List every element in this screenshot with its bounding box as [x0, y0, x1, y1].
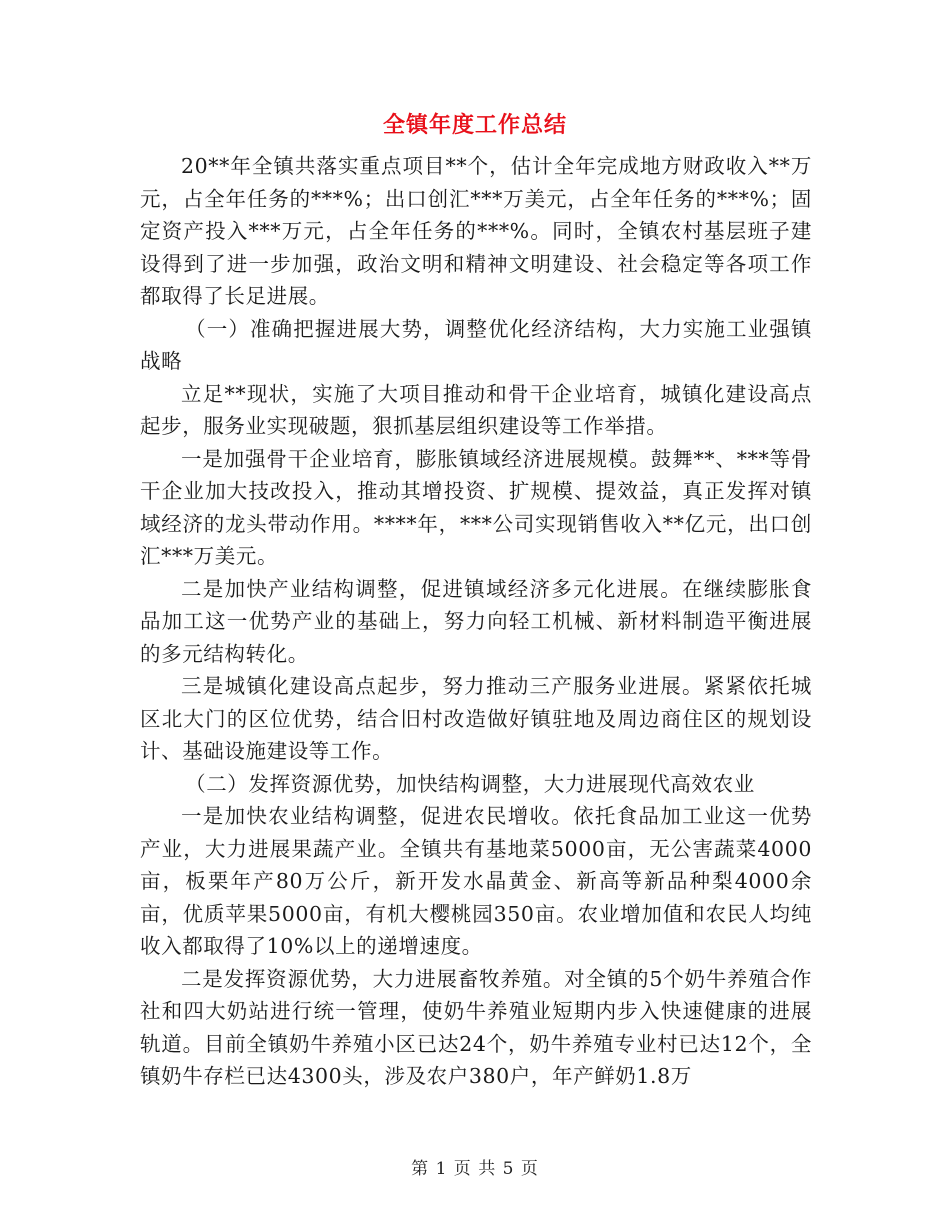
body-paragraph: 一是加快农业结构调整，促进农民增收。依托食品加工业这一优势产业，大力进展果蔬产业。全镇共有基地菜5000亩，无公害蔬菜4000亩，板栗年产80万公斤，新开发水晶黄金、新高等新品种梨4000余亩，优质苹果5000亩，有机大樱桃园350亩。农业增加值和农民人均纯收入都取得了10%以上的递增速度。 [140, 804, 812, 958]
document-body [140, 150, 812, 1093]
body-paragraph: 三是城镇化建设高点起步，努力推动三产服务业进展。紧紧依托城区北大门的区位优势，结合旧村改造做好镇驻地及周边商住区的规划设计、基础设施建设等工作。 [140, 674, 812, 763]
section-heading-1: （一）准确把握进展大势，调整优化经济结构，大力实施工业强镇战略 [140, 316, 812, 373]
body-paragraph: 一是加强骨干企业培育，膨胀镇域经济进展规模。鼓舞**、***等骨干企业加大技改投入，推动其增投资、扩规模、提效益，真正发挥对镇域经济的龙头带动作用。****年，***公司实现销售收入**亿元，出口创汇***万美元。 [140, 446, 812, 568]
body-paragraph: 立足**现状，实施了大项目推动和骨干企业培育，城镇化建设高点起步，服务业实现破题，狠抓基层组织建设等工作举措。 [140, 381, 812, 438]
body-paragraph: 二是发挥资源优势，大力进展畜牧养殖。对全镇的5个奶牛养殖合作社和四大奶站进行统一管理，使奶牛养殖业短期内步入快速健康的进展轨道。目前全镇奶牛养殖小区已达24个，奶牛养殖专业村已达12个，全镇奶牛存栏已达4300头，涉及农户380户，年产鲜奶1.8万 [140, 966, 812, 1088]
body-paragraph: 二是加快产业结构调整，促进镇域经济多元化进展。在继续膨胀食品加工这一优势产业的基础上，努力向轻工机械、新材料制造平衡进展的多元结构转化。 [140, 576, 812, 666]
intro-paragraph: 20**年全镇共落实重点项目**个，估计全年完成地方财政收入**万元，占全年任务的***%；出口创汇***万美元，占全年任务的***%；固定资产投入***万元，占全年任务的***%。同时，全镇农村基层班子建设得到了进一步加强，政治文明和精神文明建设、社会稳定等各项工作都取得了长足进展。 [140, 154, 812, 308]
section-heading-2: （二）发挥资源优势，加快结构调整，大力进展现代高效农业 [185, 771, 755, 796]
document-title: 全镇年度工作总结 [382, 112, 567, 138]
page-footer: 第 1 页 共 5 页 [411, 1159, 539, 1179]
